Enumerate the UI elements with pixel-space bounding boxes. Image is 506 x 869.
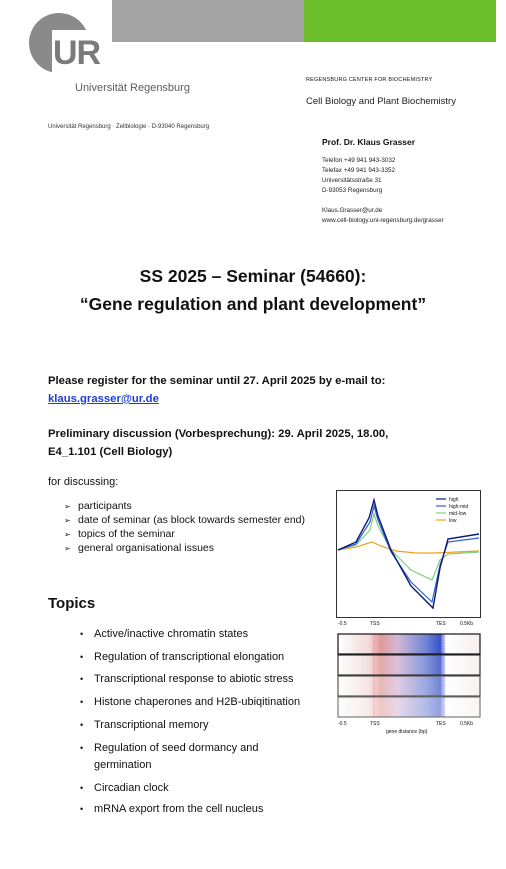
topic-item-continuation: germination [94,759,152,771]
topic-item: • Circadian clock [80,782,169,794]
bullet-icon: • [80,674,84,684]
x-axis-label: gene distance (bp) [386,729,428,735]
metaplot-figure [336,490,482,628]
heatmap-x-ticks [338,721,473,735]
plot-x-ticks [338,621,473,627]
topic-item: • Active/inactive chromatin states [80,628,249,640]
topic-item: • Regulation of seed dormancy and [80,742,259,754]
heatmap-panel [338,655,480,675]
bullet-icon: • [80,697,84,707]
registration-text: Please register for the seminar until 27. April 2025 by e-mail to: [48,375,386,387]
seminar-subtitle: “Gene regulation and plant development” [79,294,427,314]
legend-label-high-mid: high-mid [449,504,469,510]
bullet-icon: • [80,783,84,793]
university-name: Universität Regensburg [75,82,190,94]
seminar-title: SS 2025 – Seminar (54660): [139,266,367,286]
header-bar-green [304,0,496,42]
bullet-icon: • [80,629,84,639]
discussion-item: ➢ topics of the seminar [64,528,175,540]
contact-fax: Telefax +49 941 943-3352 [322,167,395,174]
topic-item: • Transcriptional memory [80,719,209,731]
legend-label-mid-low: mid-low [449,511,467,517]
contact-city: D-93053 Regensburg [322,187,383,194]
preliminary-location: E4_1.101 (Cell Biology) [48,446,173,458]
arrow-bullet-icon: ➢ [64,502,71,511]
discussion-item: ➢ date of seminar (as block towards semester end) [64,514,306,526]
topic-item: • Transcriptional response to abiotic stress [80,673,294,685]
contact-website[interactable]: www.cell-biology.uni-regensburg.de/grasser [322,217,444,224]
x-tick-label: TES [436,621,446,627]
heatmap-panel [338,634,480,654]
sender-address: Universität Regensburg · Zellbiologie · D-93040 Regensburg [48,124,210,130]
header-bar-gray [112,0,304,42]
contact-street: Universitätsstraße 31 [322,177,382,184]
bullet-icon: • [80,804,84,814]
contact-name: Prof. Dr. Klaus Grasser [322,137,416,147]
heatmap-panel [338,676,480,696]
preliminary-discussion: Preliminary discussion (Vorbesprechung): 29. April 2025, 18.00, [48,428,389,440]
contact-email[interactable]: Klaus.Grasser@ur.de [322,207,383,214]
logo-text: UR [53,34,101,72]
topics-heading: Topics [48,595,96,612]
registration-email-link[interactable]: klaus.grasser@ur.de [48,393,159,405]
topic-item: • mRNA export from the cell nucleus [80,803,264,815]
x-tick-label: -0.5 [338,621,347,627]
x-tick-label: TSS [370,621,380,627]
discussion-item: ➢ general organisational issues [64,542,215,554]
arrow-bullet-icon: ➢ [64,530,71,539]
heatmap-panel [338,697,480,717]
arrow-bullet-icon: ➢ [64,544,71,553]
heatmap-figure [336,632,482,738]
legend-label-low: low [449,518,457,524]
bullet-icon: • [80,743,84,753]
topic-item: • Histone chaperones and H2B-ubiqitination [80,696,301,708]
discussion-item: ➢ participants [64,500,132,512]
x-tick-label: -0.5 [338,721,347,727]
discussion-heading: for discussing: [48,476,119,488]
topic-item: • Regulation of transcriptional elongation [80,651,285,663]
center-name: REGENSBURG CENTER FOR BIOCHEMISTRY [306,77,433,83]
x-tick-label: TSS [370,721,380,727]
bullet-icon: • [80,652,84,662]
legend-label-high: high [449,497,459,503]
arrow-bullet-icon: ➢ [64,516,71,525]
bullet-icon: • [80,720,84,730]
x-tick-label: 0.5Kb [460,621,474,627]
department-name: Cell Biology and Plant Biochemistry [306,96,456,107]
contact-phone: Telefon +49 941 943-3032 [322,157,396,164]
x-tick-label: 0.5Kb [460,721,474,727]
x-tick-label: TES [436,721,446,727]
